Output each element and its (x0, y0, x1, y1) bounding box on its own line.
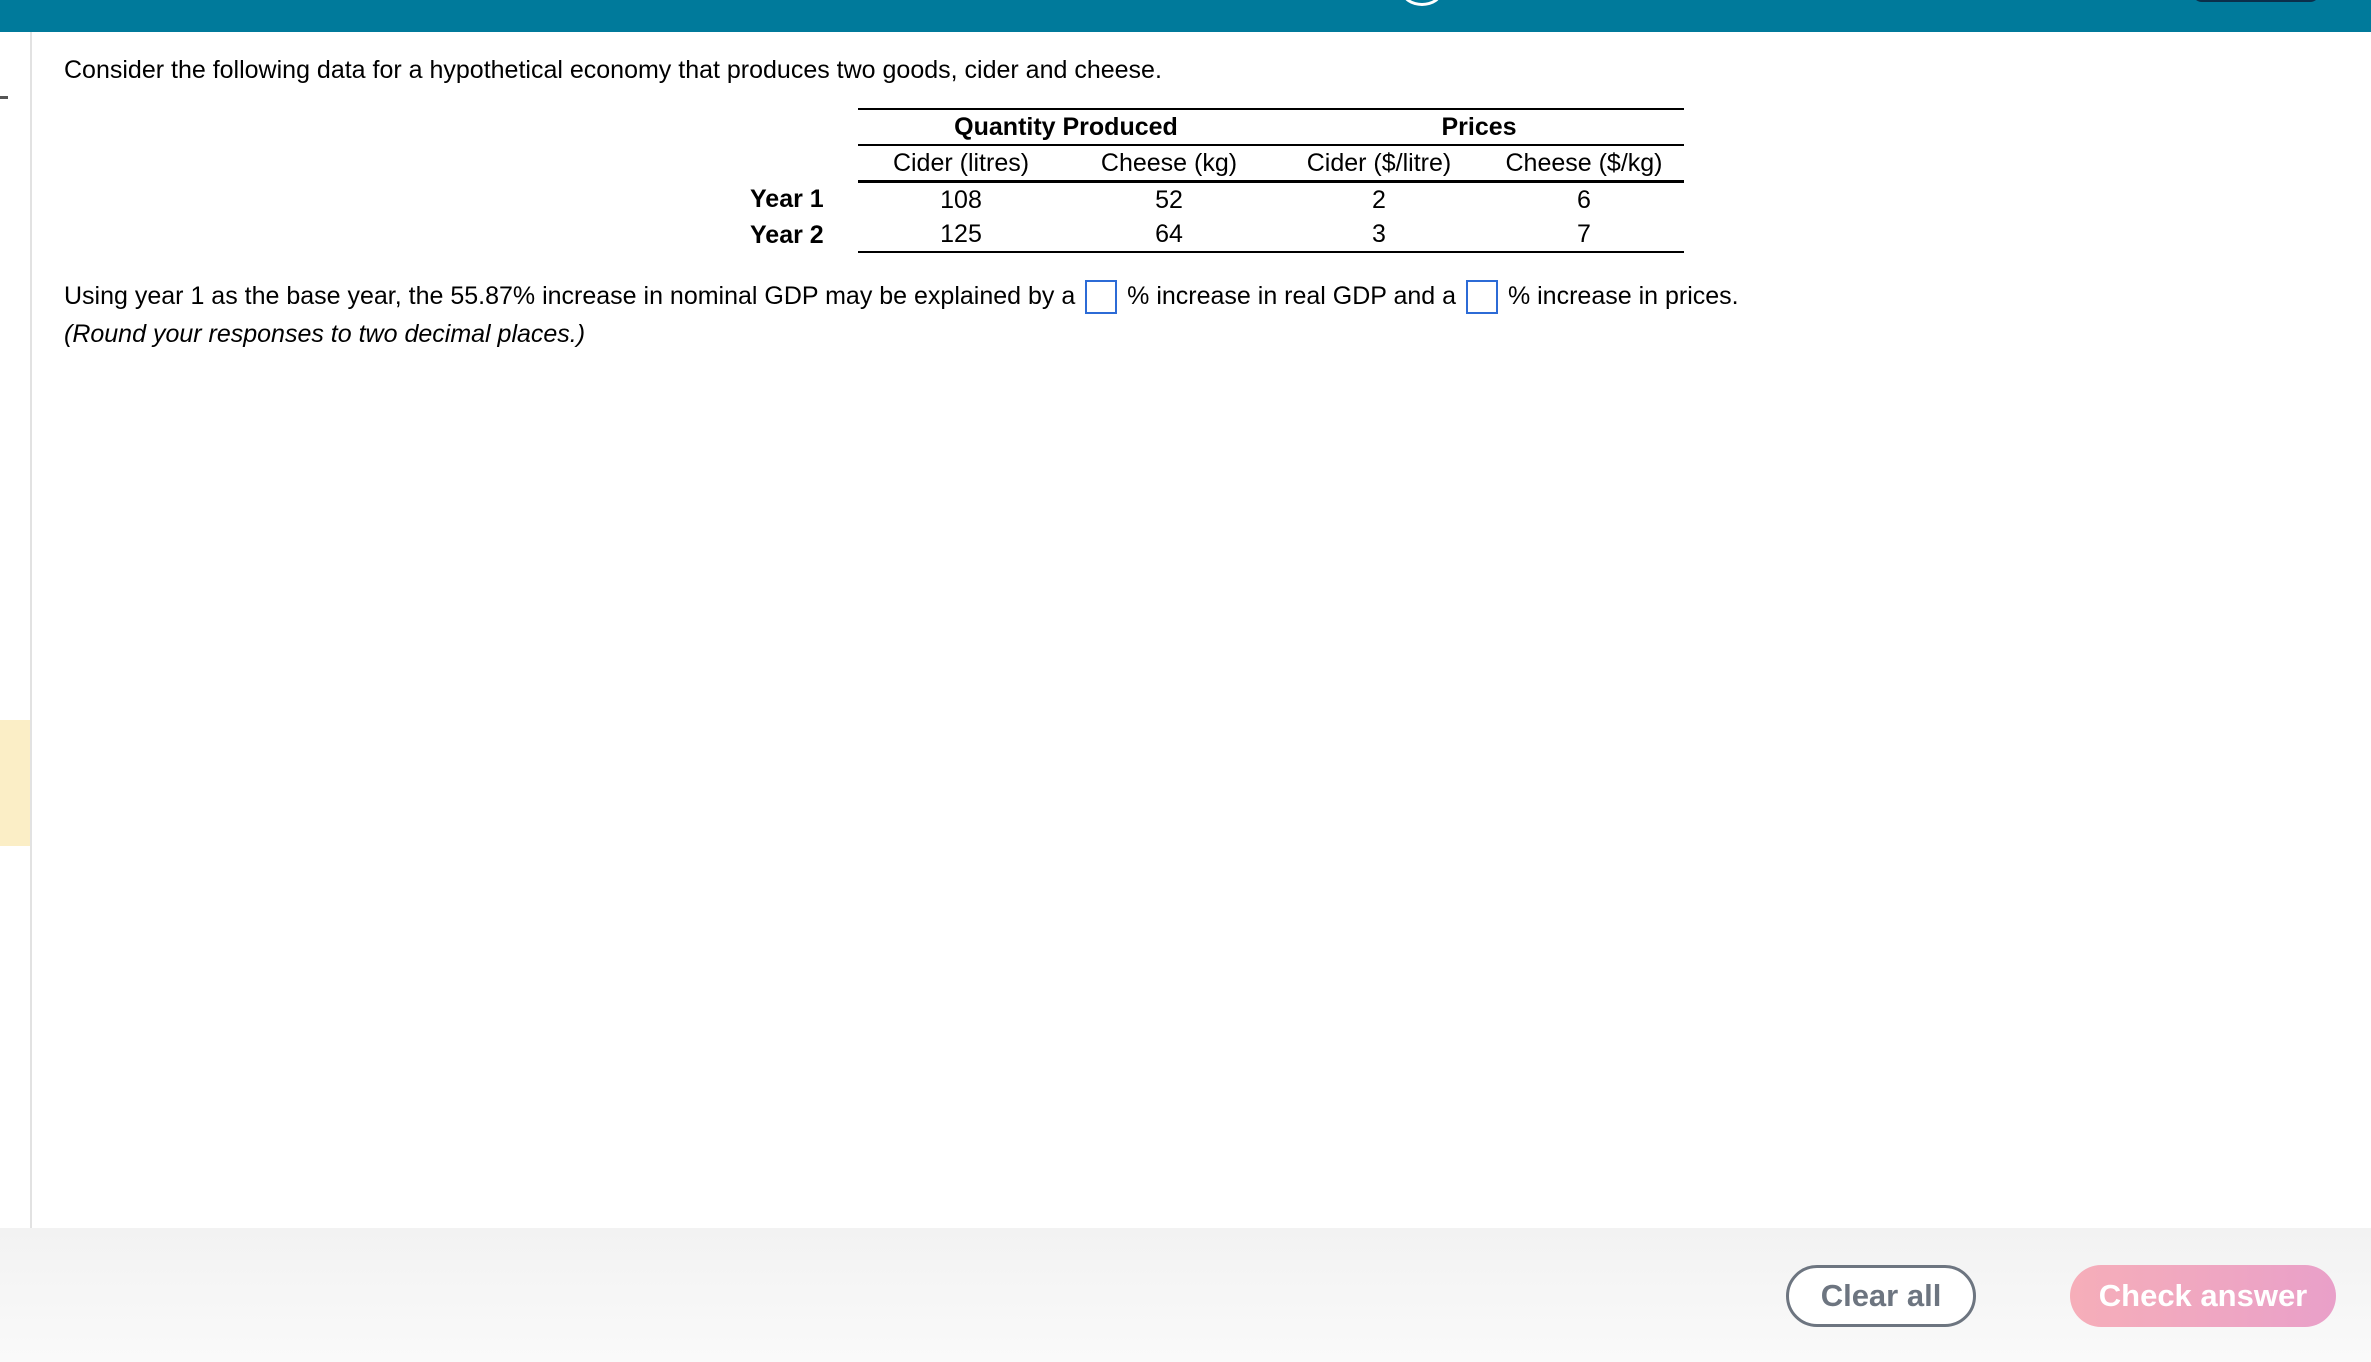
rounding-hint: (Round your responses to two decimal places.) (64, 320, 586, 348)
column-header-cheese-price: Cheese ($/kg) (1484, 145, 1684, 182)
question-part-1: Using year 1 as the base year, the 55.87% increase in nominal GDP may be explained by a (64, 282, 1076, 310)
table-cell: 52 (1155, 186, 1183, 214)
top-bar-button[interactable] (2192, 0, 2320, 2)
table-group-header-row (742, 109, 1684, 145)
question-text (64, 278, 1739, 314)
table-cell: 64 (1064, 217, 1274, 252)
table-row (742, 182, 1684, 218)
table-cell: 6 (1577, 186, 1591, 214)
table-cell: 108 (940, 186, 982, 214)
quantity-produced-header: Quantity Produced (858, 109, 1274, 145)
clear-all-button[interactable]: Clear all (1786, 1265, 1976, 1327)
table-corner-cell (742, 109, 858, 145)
table-cell: 7 (1484, 217, 1684, 252)
question-part-3: % increase in prices. (1507, 282, 1739, 310)
data-table (742, 108, 1684, 253)
table-cell: 2 (1372, 186, 1386, 214)
collapse-handle-icon[interactable] (0, 96, 8, 99)
help-icon[interactable] (1402, 0, 1442, 6)
left-divider (30, 32, 32, 1228)
column-header-cheese-kg: Cheese (kg) (1064, 145, 1274, 182)
row-label-year-2: Year 2 (750, 220, 824, 249)
top-bar (0, 0, 2371, 32)
prices-answer-input[interactable] (1466, 280, 1498, 314)
column-header-cider-price: Cider ($/litre) (1274, 145, 1484, 182)
real-gdp-answer-input[interactable] (1085, 280, 1117, 314)
table-corner-cell (742, 145, 858, 182)
table-row (742, 217, 1684, 252)
footer-bar (0, 1228, 2371, 1362)
row-label-year-1: Year 1 (750, 185, 824, 214)
prices-header: Prices (1274, 109, 1684, 145)
table-sub-header-row (742, 145, 1684, 182)
question-part-2: % increase in real GDP and a (1127, 282, 1457, 310)
check-answer-button[interactable]: Check answer (2070, 1265, 2336, 1327)
side-highlight-tab[interactable] (0, 720, 30, 846)
column-header-cider-litres: Cider (litres) (858, 145, 1064, 182)
intro-text: Consider the following data for a hypothetical economy that produces two goods, cider and cheese. (64, 56, 1162, 84)
question-content (64, 52, 2264, 348)
table-cell: 3 (1274, 217, 1484, 252)
table-cell: 125 (858, 217, 1064, 252)
